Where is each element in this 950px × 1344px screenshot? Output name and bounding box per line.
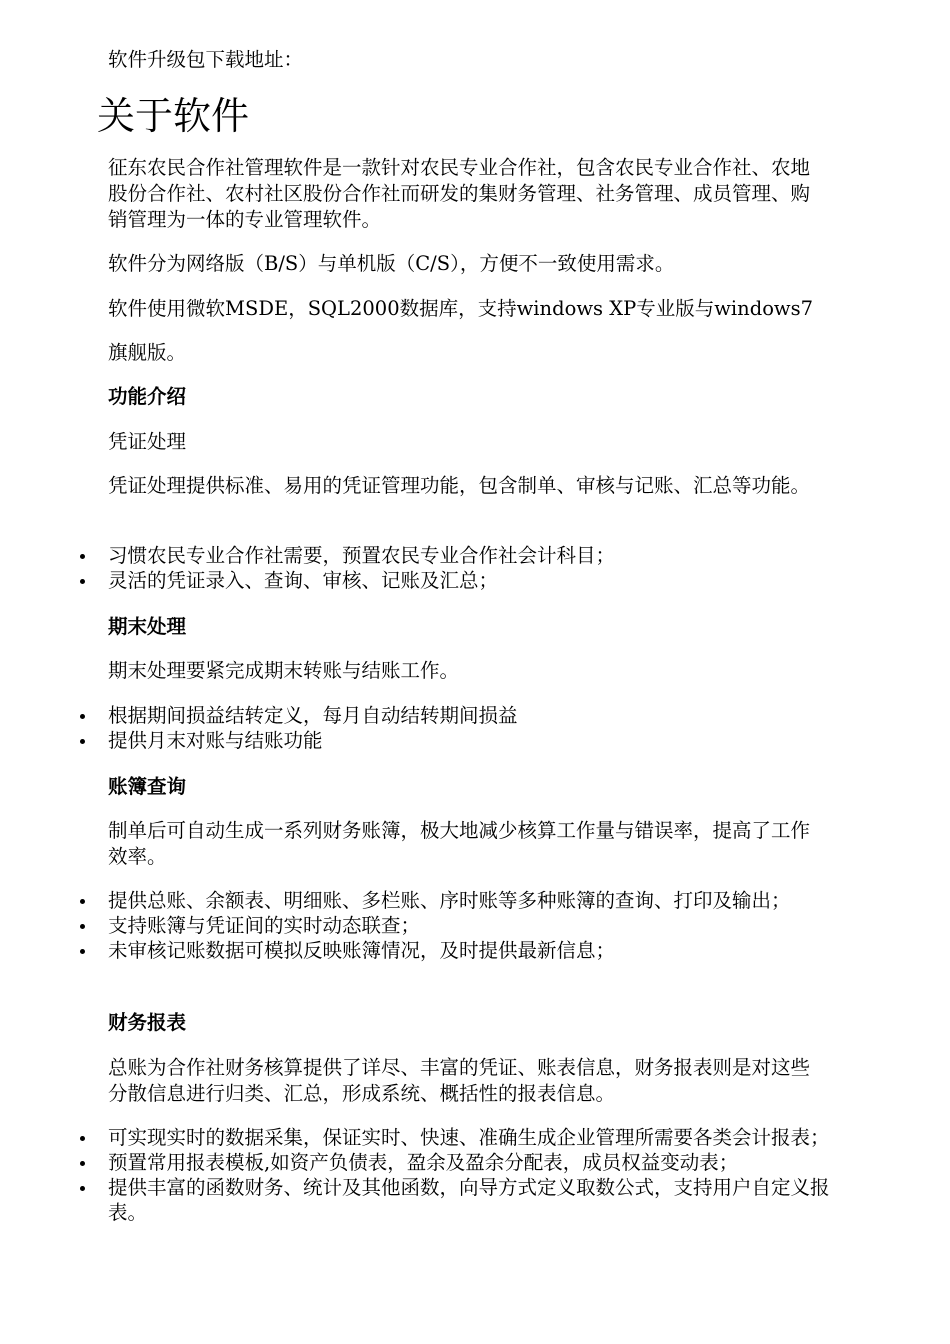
bullet-icon — [80, 924, 85, 929]
period-end-description: 期末处理要紧完成期末转账与结账工作。 — [108, 659, 460, 682]
bullet-icon — [80, 1186, 85, 1191]
list-item: 习惯农民专业合作社需要，预置农民专业合作社会计科目； — [0, 543, 830, 568]
bullet-icon — [80, 1136, 85, 1141]
features-heading: 功能介绍 — [108, 385, 187, 408]
list-item: 预置常用报表模板,如资产负债表，盈余及盈余分配表，成员权益变动表； — [0, 1150, 830, 1175]
database-line: 软件使用微软MSDE，SQL2000数据库，支持windows XP专业版与windows7 — [108, 297, 814, 320]
ledger-heading: 账簿查询 — [108, 775, 187, 798]
reports-bullet-list — [0, 1125, 830, 1225]
bullet-icon — [80, 579, 85, 584]
bullet-icon — [80, 554, 85, 559]
period-end-bullet-list — [0, 703, 830, 753]
intro-paragraph: 征东农民合作社管理软件是一款针对农民专业合作社，包含农民专业合作社、农地股份合作社、农村社区股份合作社而研发的集财务管理、社务管理、成员管理、购销管理为一体的专业管理软件。 — [108, 156, 811, 231]
list-item: 提供丰富的函数财务、统计及其他函数，向导方式定义取数公式，支持用户自定义报表。 — [0, 1175, 830, 1225]
list-item: 灵活的凭证录入、查询、审核、记账及汇总； — [0, 568, 830, 593]
list-item: 根据期间损益结转定义，每月自动结转期间损益 — [0, 703, 830, 728]
download-address-line: 软件升级包下载地址： — [108, 48, 304, 71]
list-item: 未审核记账数据可模拟反映账簿情况，及时提供最新信息； — [0, 938, 830, 963]
voucher-title: 凭证处理 — [108, 430, 187, 453]
versions-line: 软件分为网络版（B/S）与单机版（C/S），方便不一致使用需求。 — [108, 252, 675, 275]
ledger-bullet-list — [0, 888, 830, 963]
list-item: 提供总账、余额表、明细账、多栏账、序时账等多种账簿的查询、打印及输出； — [0, 888, 830, 913]
bullet-icon — [80, 1161, 85, 1166]
bullet-icon — [80, 899, 85, 904]
bullet-icon — [80, 739, 85, 744]
period-end-heading: 期末处理 — [108, 615, 187, 638]
database-line-continued: 旗舰版。 — [108, 341, 187, 364]
bullet-icon — [80, 949, 85, 954]
ledger-description: 制单后可自动生成一系列财务账簿，极大地减少核算工作量与错误率，提高了工作效率。 — [108, 819, 811, 868]
list-item: 提供月末对账与结账功能 — [0, 728, 830, 753]
bullet-icon — [80, 714, 85, 719]
reports-heading: 财务报表 — [108, 1011, 187, 1034]
list-item: 可实现实时的数据采集，保证实时、快速、准确生成企业管理所需要各类会计报表； — [0, 1125, 830, 1150]
voucher-description: 凭证处理提供标准、易用的凭证管理功能，包含制单、审核与记账、汇总等功能。 — [108, 474, 811, 497]
reports-description: 总账为合作社财务核算提供了详尽、丰富的凭证、账表信息，财务报表则是对这些分散信息进行归类、汇总，形成系统、概括性的报表信息。 — [108, 1056, 811, 1105]
about-software-heading: 关于软件 — [97, 94, 250, 138]
voucher-bullet-list — [0, 543, 830, 593]
list-item: 支持账簿与凭证间的实时动态联查； — [0, 913, 830, 938]
